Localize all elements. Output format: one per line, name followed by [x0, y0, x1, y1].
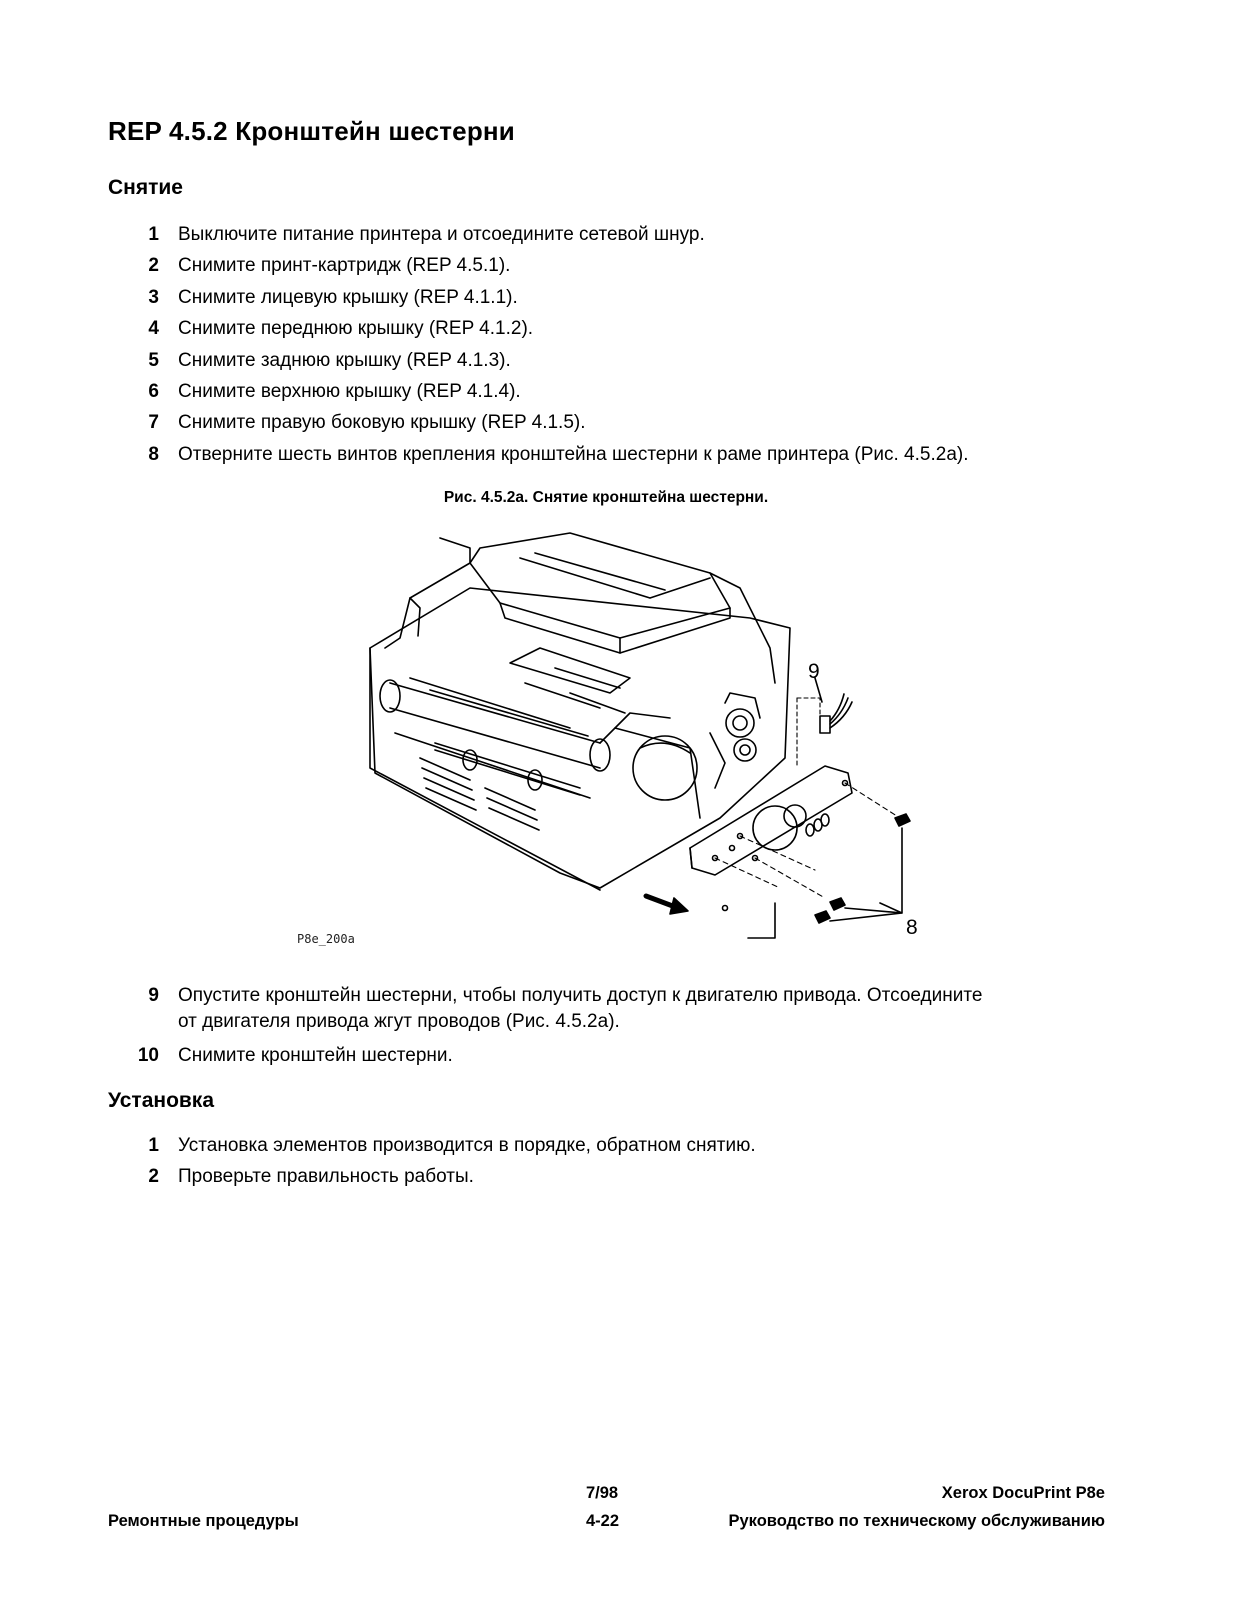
step-number: 10	[137, 1045, 159, 1066]
step-text: Установка элементов производится в порядке, обратном снятию.	[178, 1135, 756, 1156]
step-text: Снимите лицевую крышку (REP 4.1.1).	[178, 286, 518, 308]
step-text-line: от двигателя привода жгут проводов (Рис. 4.5.2a).	[178, 1011, 620, 1032]
footer-page-number: 4-22	[586, 1512, 620, 1530]
removal-steps	[130, 219, 969, 470]
removal-step	[130, 1040, 982, 1071]
figure-caption: Рис. 4.5.2a. Снятие кронштейна шестерни.	[443, 489, 769, 506]
step-text: Снимите заднюю крышку (REP 4.1.3).	[178, 349, 511, 371]
step-number: 7	[148, 412, 159, 434]
footer-manual-title: Руководство по техническому обслуживанию	[728, 1512, 1105, 1530]
page-title: REP 4.5.2 Кронштейн шестерни	[108, 116, 515, 146]
footer-section: Ремонтные процедуры	[108, 1512, 299, 1530]
step-number: 2	[148, 255, 159, 277]
step-text: Выключите питание принтера и отсоедините сетевой шнур.	[178, 224, 705, 245]
gear-bracket-figure	[270, 518, 970, 958]
step-text: Проверьте правильность работы.	[178, 1166, 474, 1188]
step-text: Отверните шесть винтов крепления кронштейна шестерни к раме принтера (Рис. 4.5.2a).	[178, 443, 969, 465]
step-number: 4	[148, 318, 159, 340]
installation-heading: Установка	[108, 1089, 214, 1112]
step-number: 2	[148, 1166, 159, 1188]
installation-step	[130, 1161, 756, 1192]
removal-step	[130, 345, 969, 376]
removal-step	[130, 313, 969, 344]
removal-steps-continued	[130, 983, 982, 1071]
removal-step	[130, 282, 969, 313]
installation-steps	[130, 1130, 756, 1193]
step-text: Снимите правую боковую крышку (REP 4.1.5).	[178, 412, 586, 434]
step-number: 5	[148, 349, 159, 371]
figure-id-label: P8e_200a	[297, 932, 355, 946]
step-text: Снимите принт-картридж (REP 4.5.1).	[178, 255, 511, 277]
installation-step	[130, 1130, 756, 1161]
removal-step	[130, 250, 969, 281]
step-text-line: Опустите кронштейн шестерни, чтобы получить доступ к двигателю привода. Отсоедините	[178, 985, 983, 1006]
step-number: 3	[148, 286, 159, 308]
removal-step	[130, 407, 969, 438]
step-number: 1	[148, 224, 159, 245]
step-number: 1	[148, 1135, 159, 1156]
callout-8-label: 8	[906, 916, 918, 939]
removal-step	[130, 219, 969, 250]
step-number: 8	[148, 443, 159, 465]
footer-page-counter: 7/98	[586, 1484, 619, 1502]
step-number: 6	[148, 381, 159, 403]
callout-9-label: 9	[808, 660, 820, 683]
step-text: Снимите кронштейн шестерни.	[178, 1045, 453, 1066]
removal-step	[130, 376, 969, 407]
step-text: Снимите верхнюю крышку (REP 4.1.4).	[178, 381, 521, 403]
step-text: Снимите переднюю крышку (REP 4.1.2).	[178, 318, 534, 340]
step-number: 9	[148, 985, 159, 1006]
printer-illustration	[270, 518, 970, 958]
removal-heading: Снятие	[108, 176, 183, 199]
footer-product: Xerox DocuPrint P8e	[941, 1484, 1105, 1502]
removal-step	[130, 439, 969, 470]
removal-step	[130, 983, 982, 1040]
